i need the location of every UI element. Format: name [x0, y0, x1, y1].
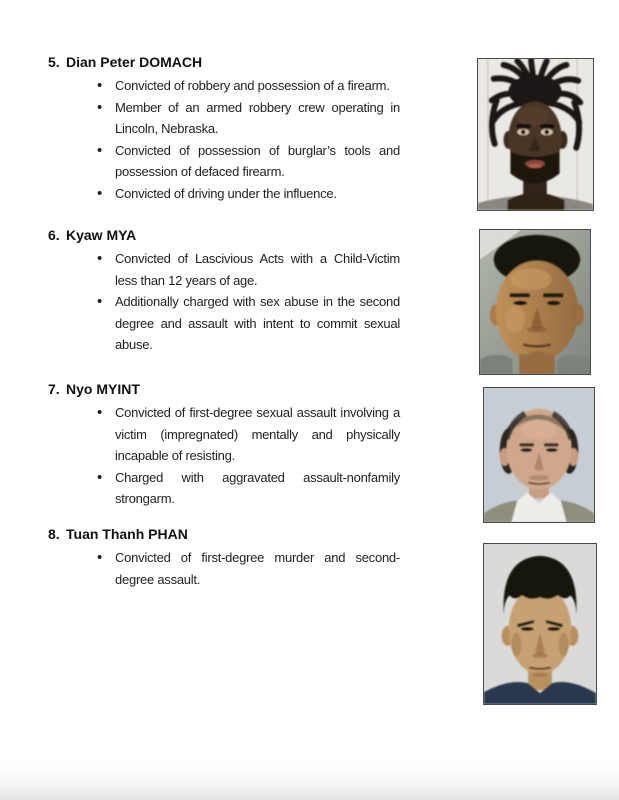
offender-heading	[48, 379, 400, 400]
offender-entry-phan	[48, 524, 400, 590]
offender-number: 6.	[48, 227, 60, 243]
mugshot-illustration	[484, 388, 594, 522]
mugshot-domach	[477, 58, 594, 211]
offender-heading	[48, 225, 400, 246]
offense-list	[48, 75, 400, 204]
mugshot-myint	[483, 387, 595, 523]
offense-item: • Convicted of Lascivious Acts with a Child-Victim less than 12 years of age.	[48, 248, 400, 291]
mugshot-illustration	[478, 59, 593, 210]
offender-heading	[48, 52, 400, 73]
offender-entry-domach	[48, 52, 400, 204]
offense-list	[48, 248, 400, 356]
offense-item: • Charged with aggravated assault-nonfamily strongarm.	[48, 467, 400, 510]
offender-entry-mya	[48, 225, 400, 356]
offender-number: 7.	[48, 381, 60, 397]
offender-number: 8.	[48, 526, 60, 542]
mugshot-mya	[479, 229, 591, 375]
offender-entry-myint	[48, 379, 400, 510]
mugshot-phan	[483, 543, 597, 705]
offender-name: Dian Peter DOMACH	[66, 54, 203, 70]
offense-item: • Convicted of possession of burglar’s tools and possession of defaced firearm.	[48, 140, 400, 183]
offense-list	[48, 547, 400, 590]
offender-heading	[48, 524, 400, 545]
offense-item: • Convicted of driving under the influence.	[48, 183, 400, 205]
mugshot-illustration	[480, 230, 590, 374]
offender-name: Tuan Thanh PHAN	[66, 526, 188, 542]
offense-item: • Member of an armed robbery crew operating in Lincoln, Nebraska.	[48, 97, 400, 140]
mugshot-illustration	[484, 544, 596, 704]
offender-name: Kyaw MYA	[66, 227, 137, 243]
offender-name: Nyo MYINT	[66, 381, 140, 397]
page-bottom-shadow	[0, 762, 619, 800]
offense-item: • Convicted of first-degree sexual assault involving a victim (impregnated) mentally and physically incapable of resisting.	[48, 402, 400, 467]
offense-item: • Additionally charged with sex abuse in the second degree and assault with intent to commit sexual abuse.	[48, 291, 400, 356]
offense-list	[48, 402, 400, 510]
offense-item: • Convicted of robbery and possession of a firearm.	[48, 75, 400, 97]
offense-item: • Convicted of first-degree murder and second-degree assault.	[48, 547, 400, 590]
offender-number: 5.	[48, 54, 60, 70]
